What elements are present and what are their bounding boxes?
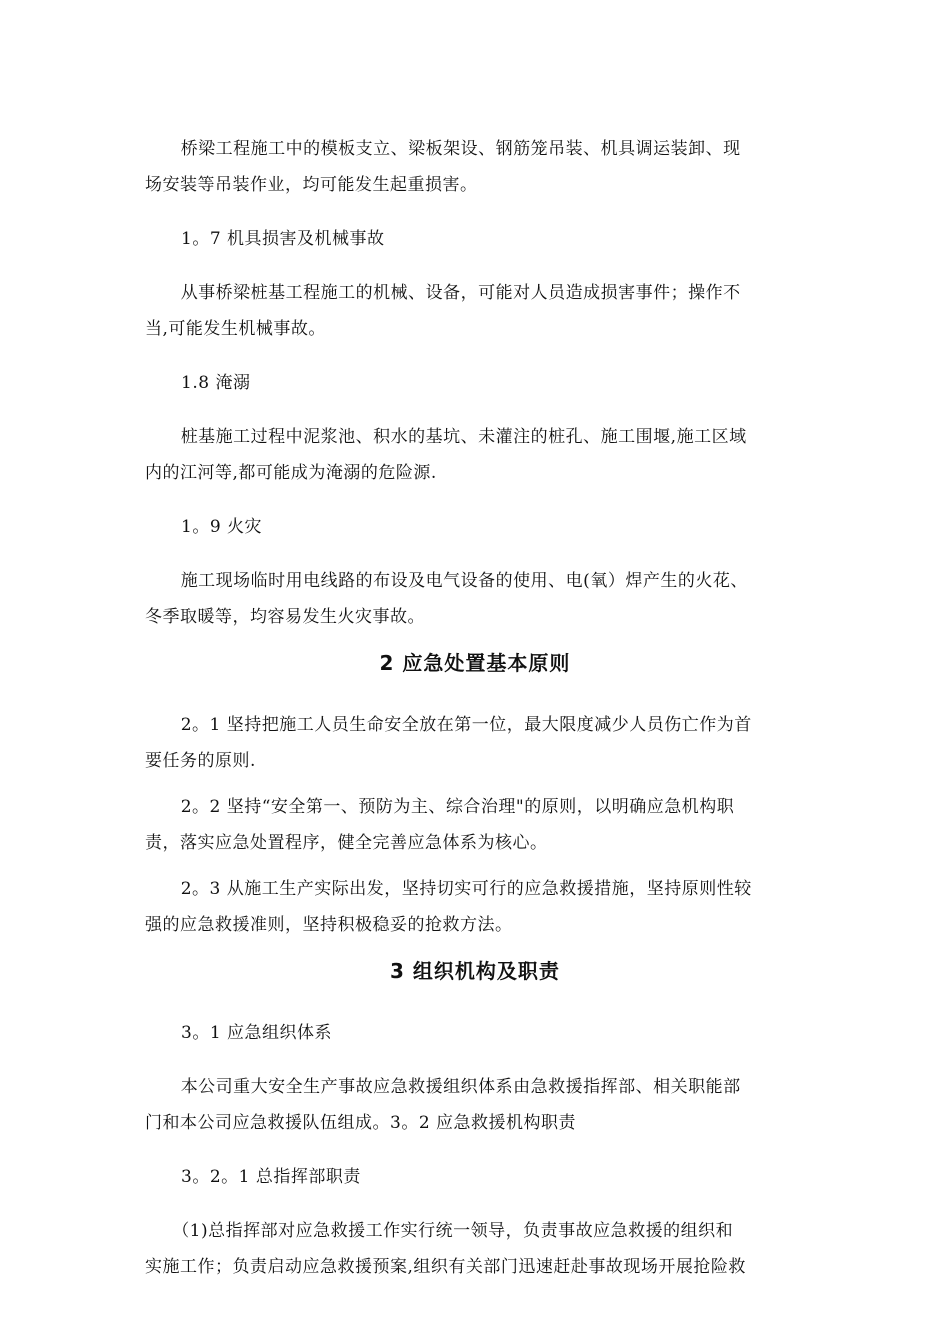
paragraph-lifting-injury <box>145 131 805 203</box>
text-line: 要任务的原则. <box>145 751 256 771</box>
text-line: 当,可能发生机械事故。 <box>145 319 326 339</box>
paragraph-fire <box>145 563 805 635</box>
paragraph-hq-duties <box>145 1213 805 1285</box>
paragraph-principle-2-1 <box>145 707 805 779</box>
subheading-3-2-1: 3。2。1 总指挥部职责 <box>181 1167 361 1187</box>
subheading-1-9: 1。9 火灾 <box>181 517 263 537</box>
text-line: 门和本公司应急救援队伍组成。3。2 应急救援机构职责 <box>145 1113 577 1133</box>
paragraph-principle-2-3 <box>145 871 805 943</box>
text-line: 2。1 坚持把施工人员生命安全放在第一位，最大限度减少人员伤亡作为首 <box>180 715 752 735</box>
paragraph-principle-2-2 <box>145 789 805 861</box>
subheading-1-8: 1.8 淹溺 <box>181 373 251 393</box>
text-line: 场安装等吊装作业，均可能发生起重损害。 <box>145 175 478 195</box>
text-line: 2。2 坚持“安全第一、预防为主、综合治理"的原则，以明确应急机构职 <box>180 797 735 817</box>
text-line: 桥梁工程施工中的模板支立、梁板架设、钢筋笼吊装、机具调运装卸、现 <box>180 139 741 159</box>
subheading-1-7: 1。7 机具损害及机械事故 <box>181 229 385 249</box>
text-line: 冬季取暖等，均容易发生火灾事故。 <box>145 607 425 627</box>
paragraph-machinery <box>145 275 805 347</box>
text-line: （1)总指挥部对应急救援工作实行统一领导，负责事故应急救援的组织和 <box>172 1221 734 1241</box>
paragraph-org-system <box>145 1069 805 1141</box>
paragraph-drowning <box>145 419 805 491</box>
section-heading-2: 2 应急处置基本原则 <box>379 651 571 675</box>
text-line: 施工现场临时用电线路的布设及电气设备的使用、电(氧）焊产生的火花、 <box>180 571 748 591</box>
text-line: 从事桥梁桩基工程施工的机械、设备，可能对人员造成损害事件；操作不 <box>180 283 741 303</box>
text-line: 桩基施工过程中泥浆池、积水的基坑、未灌注的桩孔、施工围堰,施工区域 <box>180 427 747 447</box>
text-line: 责，落实应急处置程序，健全完善应急体系为核心。 <box>145 833 548 853</box>
section-heading-3: 3 组织机构及职责 <box>390 959 560 983</box>
document-body <box>145 131 805 1285</box>
subheading-3-1: 3。1 应急组织体系 <box>181 1023 333 1043</box>
text-line: 内的江河等,都可能成为淹溺的危险源. <box>145 463 437 483</box>
text-line: 实施工作；负责启动应急救援预案,组织有关部门迅速赶赴事故现场开展抢险救 <box>145 1257 746 1277</box>
text-line: 强的应急救援准则，坚持积极稳妥的抢救方法。 <box>145 915 513 935</box>
text-line: 本公司重大安全生产事故应急救援组织体系由急救援指挥部、相关职能部 <box>180 1077 741 1097</box>
text-line: 2。3 从施工生产实际出发，坚持切实可行的应急救援措施，坚持原则性较 <box>180 879 752 899</box>
